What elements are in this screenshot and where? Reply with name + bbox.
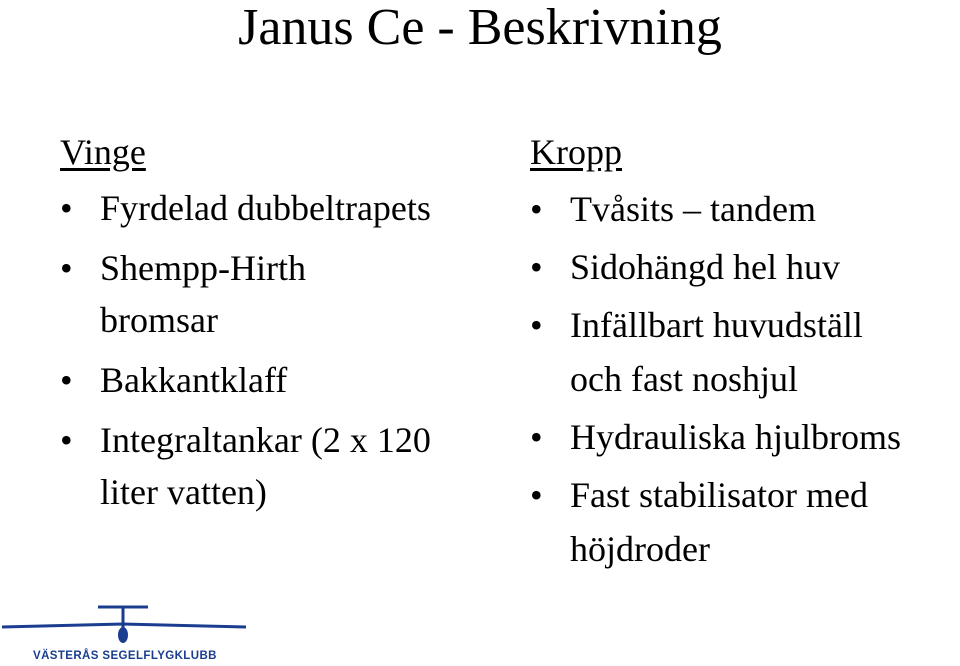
right-column	[530, 130, 960, 580]
list-item-text: och fast noshjul	[570, 359, 798, 399]
bullet-icon: •	[60, 420, 73, 460]
list-item-text: Fyrdelad dubbeltrapets	[100, 188, 431, 228]
list-item-text: Bakkantklaff	[100, 360, 288, 400]
bullet-icon: •	[530, 417, 543, 457]
list-item-text: bromsar	[100, 300, 218, 340]
list-item-text: Integraltankar (2 x 120	[100, 420, 431, 460]
list-item-text: höjdroder	[570, 529, 710, 569]
bullet-icon: •	[530, 475, 543, 515]
list-item	[530, 468, 960, 576]
bullet-icon: •	[60, 188, 73, 228]
list-item	[60, 354, 490, 406]
list-item-text: Shempp-Hirth	[100, 248, 306, 288]
right-column-heading: Kropp	[530, 132, 622, 172]
bullet-icon: •	[530, 247, 543, 287]
club-logo	[0, 598, 260, 666]
bullet-icon: •	[60, 360, 73, 400]
left-column	[60, 130, 490, 526]
list-item-text: Infällbart huvudställ	[570, 305, 863, 345]
list-item	[530, 410, 960, 464]
list-item	[530, 240, 960, 294]
slide-title: Janus Ce - Beskrivning	[238, 0, 722, 56]
list-item-text: Hydrauliska hjulbroms	[570, 417, 901, 457]
club-logo-text: VÄSTERÅS SEGELFLYGKLUBB	[33, 650, 217, 662]
right-bullet-list	[530, 182, 960, 576]
bullet-icon: •	[530, 305, 543, 345]
list-item-text: Fast stabilisator med	[570, 475, 868, 515]
left-bullet-list	[60, 182, 490, 518]
list-item	[60, 242, 490, 346]
list-item	[60, 414, 490, 518]
list-item-text: Tvåsits – tandem	[570, 189, 816, 229]
glider-icon	[0, 598, 260, 650]
left-column-heading: Vinge	[60, 132, 146, 172]
list-item-text: Sidohängd hel huv	[570, 247, 840, 287]
list-item	[530, 182, 960, 236]
bullet-icon: •	[60, 248, 73, 288]
bullet-icon: •	[530, 189, 543, 229]
list-item-text: liter vatten)	[100, 472, 267, 512]
list-item	[60, 182, 490, 234]
list-item	[530, 298, 960, 406]
